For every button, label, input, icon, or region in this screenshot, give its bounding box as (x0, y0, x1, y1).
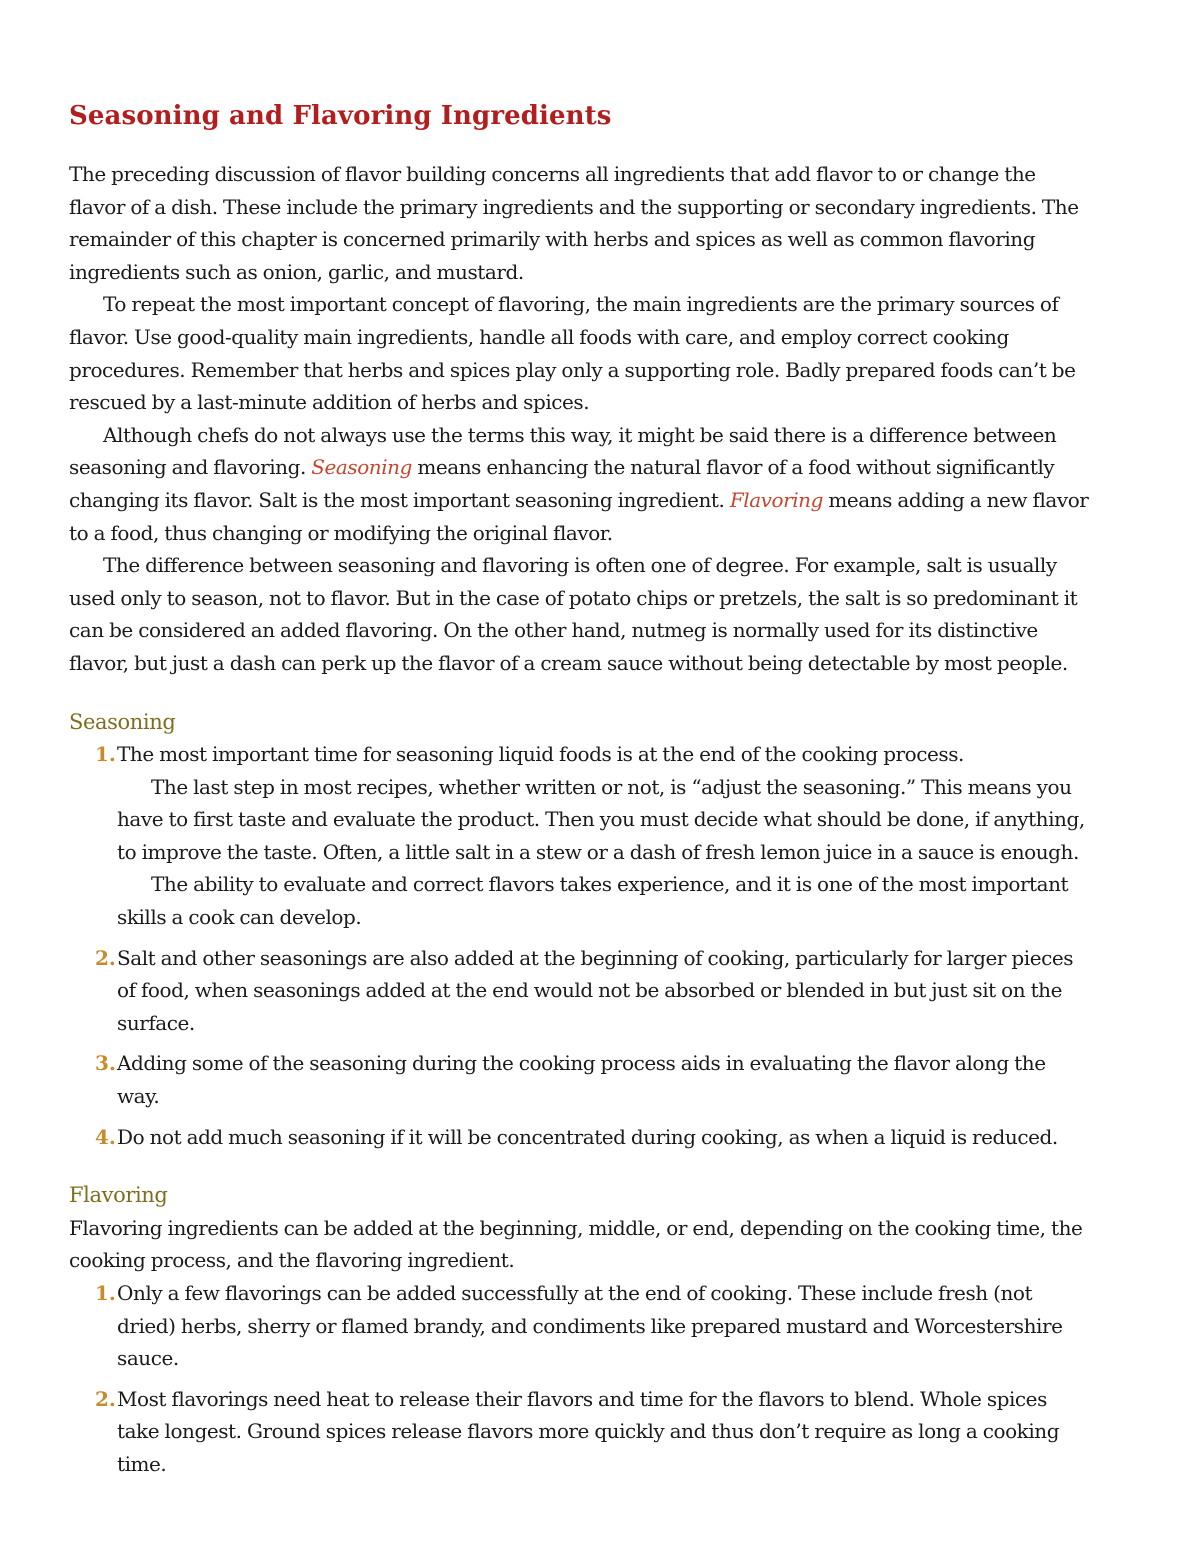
list-item (69, 942, 1090, 1040)
intro-paragraph-1: The preceding discussion of flavor building concerns all ingredients that add flavor to or change the flavor of a dish. These include the primary ingredients and the supporting or secondary ingredients. The remainder of this chapter is concerned primarily with herbs and spices as well as common flavoring ingredients such as onion, garlic, and mustard. (69, 162, 1079, 284)
list-item (69, 1383, 1090, 1481)
list-item (69, 738, 1090, 934)
intro-paragraph-4: The difference between seasoning and flavoring is often one of degree. For example, salt is usually used only to season, not to flavor. But in the case of potato chips or pretzels, the salt is so predominant it can be considered an added flavoring. On the other hand, nutmeg is normally used for its distinctive flavor, but just a dash can perk up the flavor of a cream sauce without being detectable by most people. (69, 553, 1078, 675)
list-item (69, 1277, 1090, 1375)
list-item-text: Salt and other seasonings are also added at the beginning of cooking, particularly for larger pieces of food, when seasonings added at the end would not be absorbed or blended in but just sit on the surface. (117, 945, 1074, 1035)
page-title: Seasoning and Flavoring Ingredients (69, 101, 612, 131)
list-item-subparagraph: The ability to evaluate and correct flavors takes experience, and it is one of the most important skills a cook can develop. (117, 872, 1069, 930)
term-flavoring: Flavoring (729, 487, 823, 512)
flavoring-intro: Flavoring ingredients can be added at the beginning, middle, or end, depending on the cooking time, the cooking process, and the flavoring ingredient. (69, 1215, 1083, 1273)
paragraph-3-text-c: means adding a new flavor to a food, thus changing or modifying the original flavor. (69, 487, 1089, 545)
term-seasoning: Seasoning (311, 455, 412, 480)
list-item-subparagraph: The last step in most recipes, whether written or not, is “adjust the seasoning.” This means you have to first taste and evaluate the product. Then you must decide what should be done, if anything, to improve the taste. Often, a little salt in a stew or a dash of fresh lemon juice in a sauce is enough. (117, 774, 1085, 864)
list-item-text: Adding some of the seasoning during the cooking process aids in evaluating the flavor along the way. (117, 1051, 1046, 1109)
list-number: 4. (95, 1124, 116, 1149)
list-item-text: Most flavorings need heat to release their flavors and time for the flavors to blend. Whole spices take longest. Ground spices release flavors more quickly and thus don’t require as long a cooking time. (117, 1386, 1060, 1476)
list-number: 2. (95, 1386, 116, 1411)
intro-paragraph-3 (69, 419, 1090, 549)
flavoring-heading: Flavoring (69, 1183, 168, 1208)
seasoning-list (69, 738, 1090, 1153)
list-item-text: Do not add much seasoning if it will be concentrated during cooking, as when a liquid is reduced. (117, 1124, 1058, 1149)
list-number: 1. (95, 1281, 116, 1305)
list-item (69, 1121, 1090, 1154)
paragraph-3-text-a: Although chefs do not always use the terms this way, it might be said there is a difference between seasoning and flavoring. (69, 422, 1057, 480)
list-number: 2. (95, 945, 116, 970)
list-item (69, 1047, 1090, 1112)
list-number: 1. (95, 742, 116, 767)
seasoning-heading: Seasoning (69, 709, 176, 734)
list-number: 3. (95, 1051, 116, 1076)
list-item-text: The most important time for seasoning liquid foods is at the end of the cooking process. (117, 742, 964, 767)
flavoring-list (69, 1277, 1090, 1481)
paragraph-3-text-b: means enhancing the natural flavor of a food without significantly changing its flavor. Salt is the most important seasoning ingredient. (69, 455, 1055, 512)
intro-paragraph-2: To repeat the most important concept of flavoring, the main ingredients are the primary sources of flavor. Use good-quality main ingredients, handle all foods with care, and employ correct cooking procedures. Remember that herbs and spices play only a supporting role. Badly prepared foods can’t be rescued by a last-minute addition of herbs and spices. (69, 292, 1076, 415)
list-item-text: Only a few flavorings can be added successfully at the end of cooking. These include fresh (not dried) herbs, sherry or flamed brandy, and condiments like prepared mustard and Worcestershire sauce. (117, 1281, 1063, 1371)
